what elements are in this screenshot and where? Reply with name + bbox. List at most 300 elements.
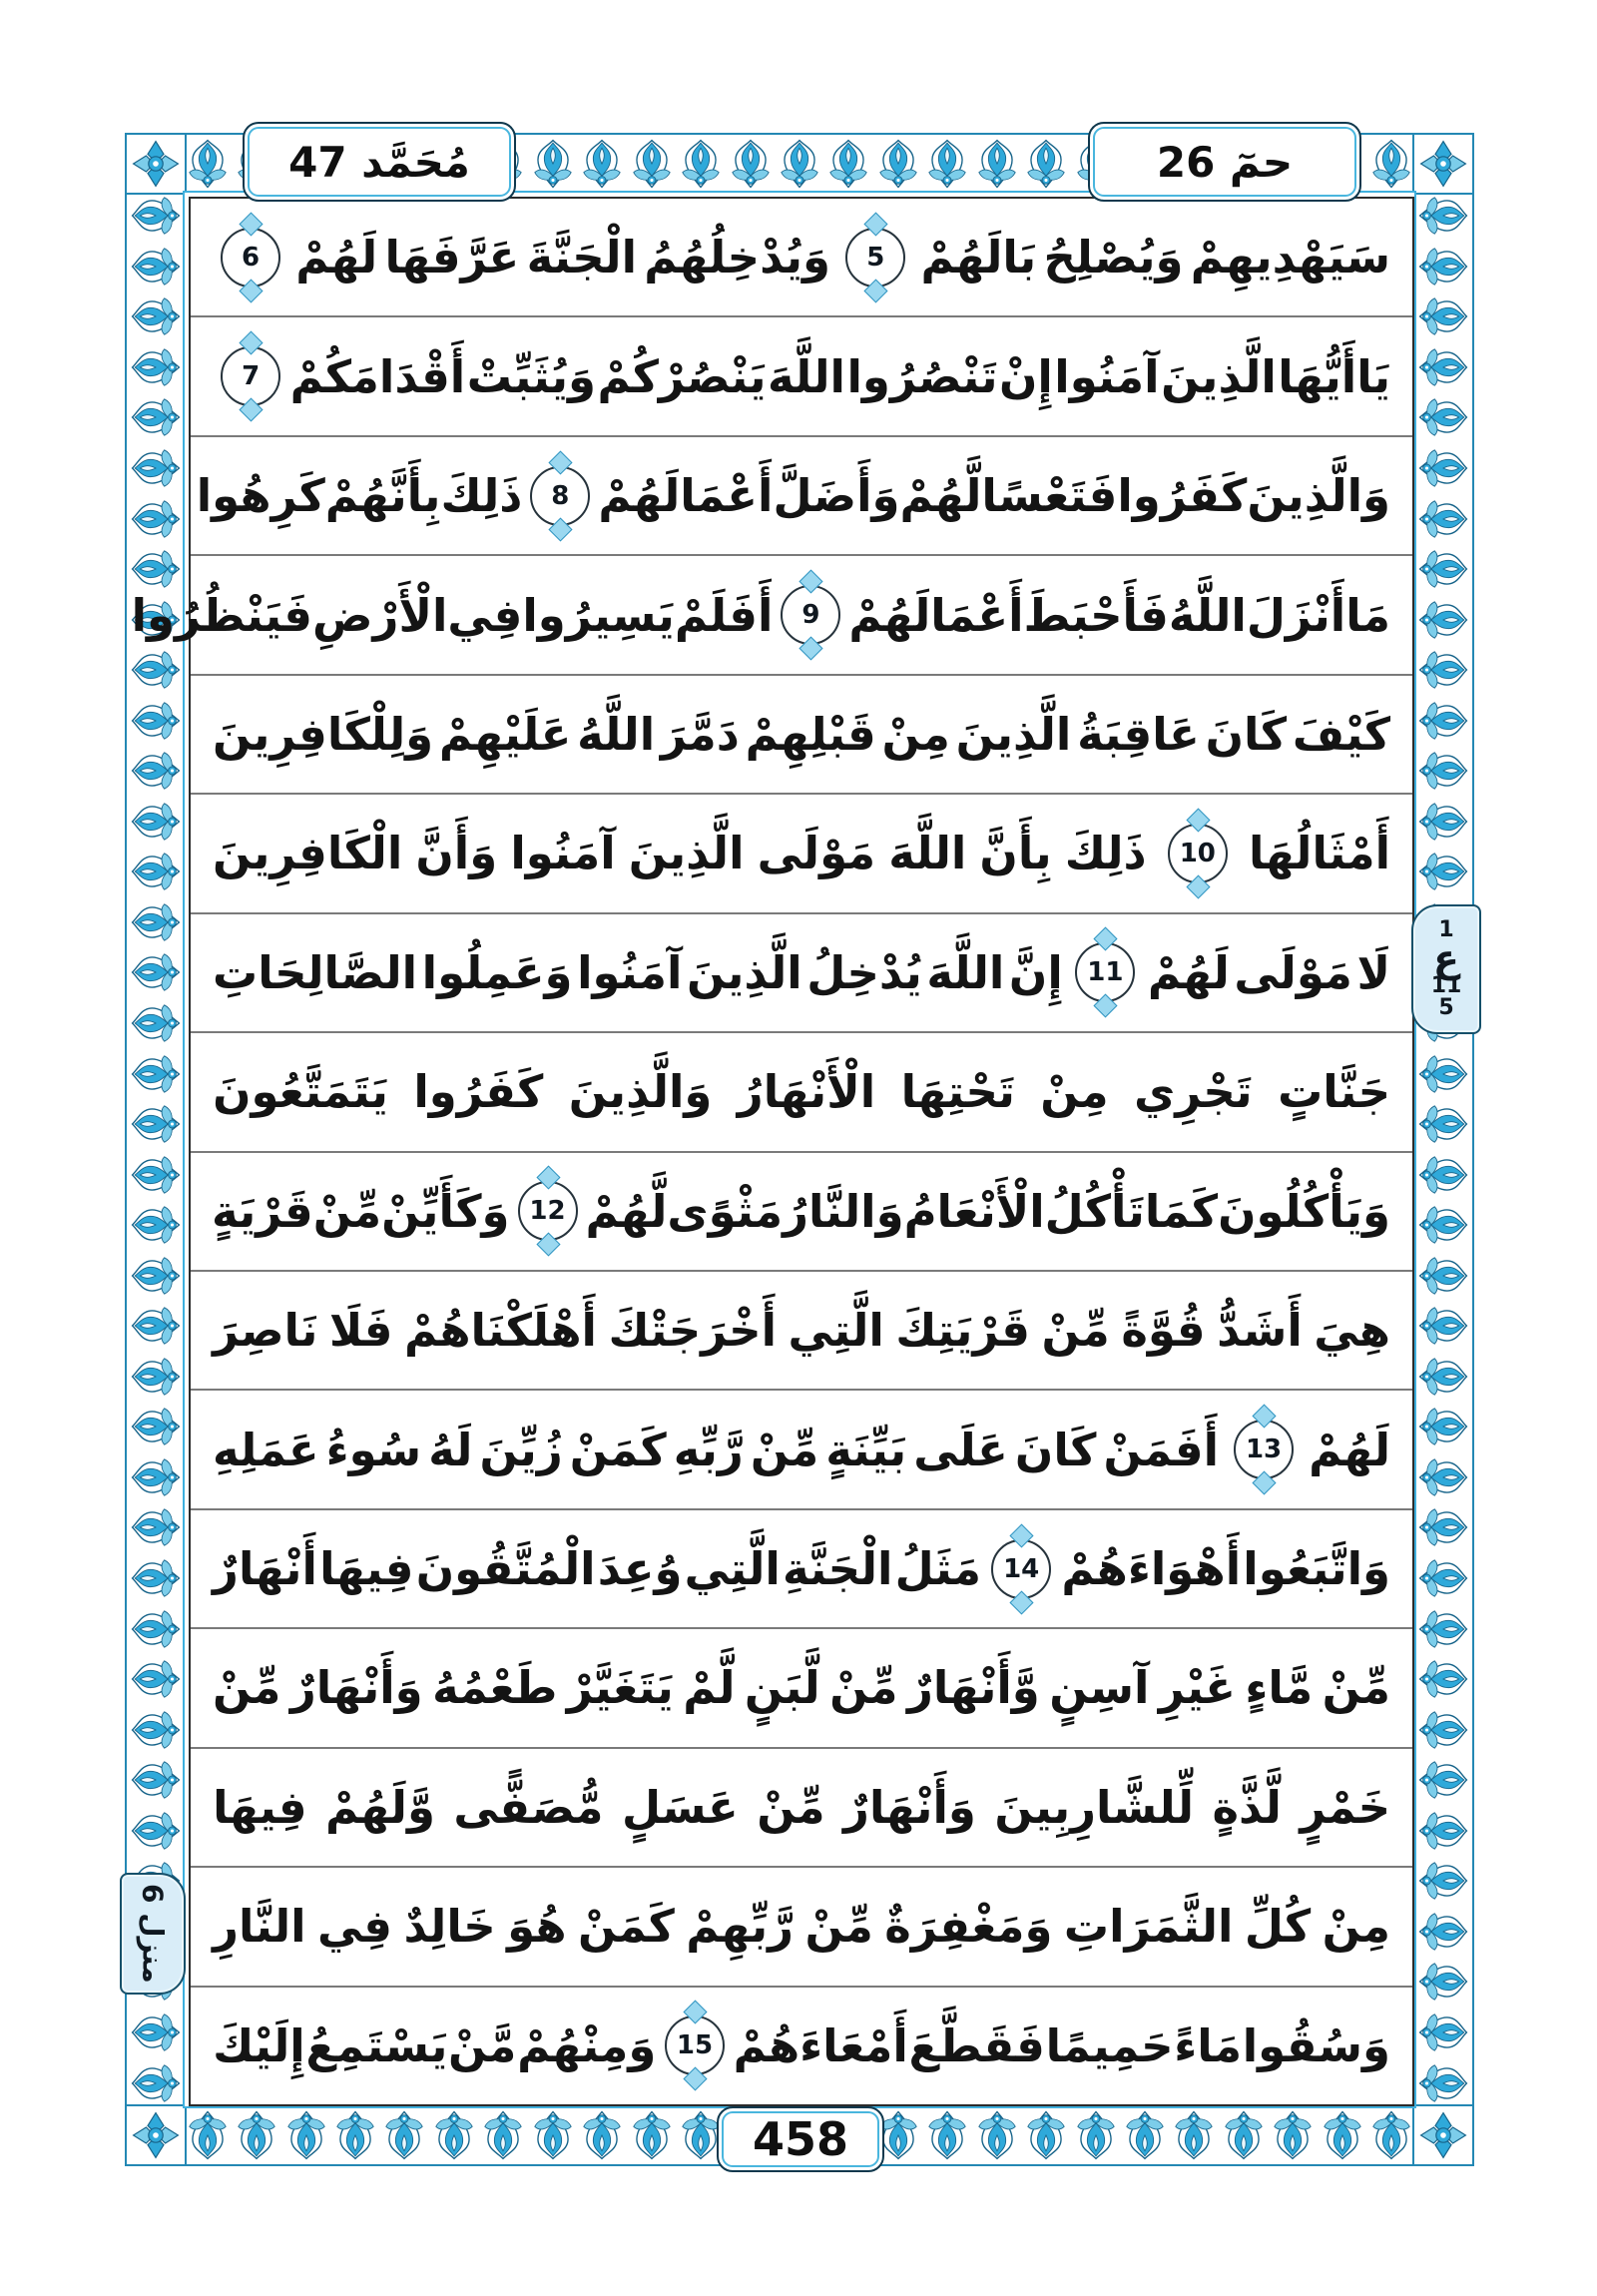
quran-word: الَّذِينَ	[1161, 349, 1277, 403]
border-corner	[125, 133, 187, 195]
ruku-ain-symbol: ع	[1433, 936, 1459, 980]
quran-word: مَاءً	[1174, 2018, 1243, 2072]
quran-word: اللَّهُ	[1168, 588, 1247, 642]
floral-motif-icon	[130, 1153, 182, 1197]
border-motif	[678, 137, 724, 191]
manzil-label: منزل 6	[136, 1884, 170, 1984]
floral-motif-icon	[481, 2109, 525, 2161]
ayah-number: 10	[1179, 838, 1216, 868]
floral-motif-icon	[925, 2109, 969, 2161]
quran-word: أَعْمَالَهُمْ	[848, 588, 1024, 642]
quran-line	[191, 1868, 1412, 1987]
floral-motif-icon	[1417, 1910, 1469, 1954]
corner-rosette-icon	[132, 140, 180, 188]
floral-motif-icon	[729, 138, 773, 190]
border-motif	[777, 137, 822, 191]
floral-motif-icon	[1417, 1758, 1469, 1802]
border-motif	[825, 137, 871, 191]
quran-word: بَالَهُمْ	[920, 231, 1037, 285]
floral-motif-icon	[1123, 2109, 1167, 2161]
quran-word: مَثَلُ	[894, 1542, 982, 1596]
floral-motif-icon	[130, 1405, 182, 1448]
floral-motif-icon	[130, 749, 182, 793]
quran-word: وَسُقُوا	[1242, 2018, 1390, 2072]
quran-word: الْكَافِرِينَ	[213, 827, 403, 880]
floral-motif-icon	[1417, 1505, 1469, 1549]
floral-motif-icon	[130, 1355, 182, 1399]
quran-word: الثَّمَرَاتِ	[1063, 1900, 1234, 1954]
quran-word: دَمَّرَ	[660, 707, 740, 761]
floral-motif-icon	[1417, 446, 1469, 490]
quran-word: الْأَنْعَامُ	[903, 1184, 1045, 1238]
juz-label: حمٓ 26	[1156, 137, 1294, 187]
quran-word: وَأَنَّ	[415, 827, 498, 880]
border-motif	[129, 1504, 183, 1550]
ayah-end-marker	[1234, 1420, 1294, 1479]
quran-word: يَاأَيُّهَا	[1278, 349, 1390, 403]
quran-word: وَكَأَيِّنْ	[381, 1184, 510, 1238]
border-motif	[129, 496, 183, 542]
quran-word: أَخْرَجَتْكَ	[608, 1304, 778, 1358]
border-motif	[579, 2108, 625, 2162]
quran-word: مِنْ	[1040, 1065, 1109, 1119]
border-motif	[1122, 2108, 1168, 2162]
ayah-number: 6	[241, 242, 261, 273]
quran-word: لَهُ	[428, 1423, 473, 1476]
quran-word: لِّلشَّارِبِينَ	[994, 1780, 1194, 1834]
floral-motif-icon	[130, 1455, 182, 1499]
quran-word: رَّبِّهِمْ	[686, 1900, 795, 1954]
quran-word: وَأَضَلَّ	[773, 469, 900, 523]
quran-word: جَنَّاتٍ	[1278, 1065, 1390, 1119]
border-motif	[129, 647, 183, 693]
quran-word: آمَنُوا	[510, 827, 616, 880]
floral-motif-icon	[382, 2109, 426, 2161]
quran-word: كَفَرُوا	[413, 1065, 544, 1119]
quran-word: وَمِنْهُمْ	[517, 2018, 657, 2072]
floral-motif-icon	[876, 138, 920, 190]
border-motif	[1416, 1454, 1470, 1500]
quran-word: اللَّهَ	[768, 349, 845, 403]
quran-word: آسِنٍ	[1049, 1661, 1150, 1715]
quran-word: وَيُدْخِلُهُمُ	[644, 231, 830, 285]
quran-word: مَوْلَى	[757, 827, 876, 880]
floral-motif-icon	[1417, 345, 1469, 389]
border-motif	[234, 2108, 279, 2162]
quran-word: أَفَلَمْ	[674, 588, 774, 642]
quran-word: لَّذَّةٍ	[1212, 1780, 1282, 1834]
floral-motif-icon	[1417, 2010, 1469, 2054]
quran-word: خَمْرٍ	[1300, 1780, 1390, 1834]
floral-motif-icon	[1417, 850, 1469, 893]
floral-motif-icon	[130, 1102, 182, 1146]
quran-word: الَّذِينَ	[686, 945, 802, 999]
border-strip-right	[1412, 191, 1474, 2108]
quran-word: لَّبَنٍ	[744, 1661, 820, 1715]
ayah-end-marker	[1168, 824, 1228, 883]
floral-motif-icon	[580, 138, 624, 190]
corner-rosette-icon	[132, 2111, 180, 2159]
quran-word: بَيِّنَةٍ	[825, 1423, 907, 1476]
border-motif	[431, 2108, 477, 2162]
ruku-number-top: 1	[1438, 917, 1454, 942]
quran-word: لَا	[1356, 945, 1390, 999]
border-motif	[129, 799, 183, 845]
quran-word: مِنْ	[881, 707, 950, 761]
quran-word: النَّارِ	[213, 1900, 306, 1954]
quran-word: إِنْ	[998, 349, 1053, 403]
quran-word: نَاصِرَ	[213, 1304, 318, 1358]
quran-word: عَلَيْهِمْ	[438, 707, 572, 761]
quran-line	[191, 795, 1412, 913]
quran-word: اللَّهَ	[888, 827, 967, 880]
quran-word: خَالِدٌ	[403, 1900, 496, 1954]
border-strip-left	[125, 191, 187, 2108]
quran-word: قَبْلِهِمْ	[745, 707, 876, 761]
ayah-end-marker	[665, 2015, 725, 2075]
quran-word: اللَّهَ	[926, 945, 1005, 999]
quran-word: كَمَنْ	[577, 1900, 675, 1954]
quran-word: أَفَمَنْ	[1103, 1423, 1219, 1476]
border-motif	[129, 899, 183, 945]
quran-word: فِي	[447, 588, 523, 642]
quran-line	[191, 1988, 1412, 2104]
floral-motif-icon	[1417, 497, 1469, 541]
ayah-end-marker	[221, 228, 280, 287]
quran-line	[191, 1510, 1412, 1629]
border-motif	[530, 2108, 576, 2162]
quran-word: فَيَنْظُرُوا	[131, 588, 312, 642]
border-motif	[1416, 1202, 1470, 1248]
border-motif	[185, 137, 231, 191]
border-motif	[129, 1808, 183, 1854]
floral-motif-icon	[1417, 2061, 1469, 2105]
floral-motif-icon	[130, 1556, 182, 1600]
ruku-number-bottom: 5	[1438, 995, 1454, 1020]
border-motif	[1416, 445, 1470, 491]
floral-motif-icon	[1417, 1355, 1469, 1399]
floral-motif-icon	[1417, 547, 1469, 591]
ayah-end-marker	[845, 228, 905, 287]
quran-word: وَيَأْكُلُونَ	[1218, 1184, 1390, 1238]
border-motif	[129, 1051, 183, 1097]
floral-motif-icon	[1271, 2109, 1315, 2161]
floral-motif-icon	[130, 497, 182, 541]
quran-line	[191, 914, 1412, 1033]
border-motif	[1221, 2108, 1267, 2162]
floral-motif-icon	[130, 1607, 182, 1651]
floral-motif-icon	[130, 800, 182, 844]
quran-word: فَقَطَّعَ	[908, 2018, 1045, 2072]
border-motif	[129, 1656, 183, 1702]
floral-motif-icon	[130, 446, 182, 490]
border-motif	[1416, 193, 1470, 239]
border-motif	[1416, 1504, 1470, 1550]
quran-word: مَّاءٍ	[1245, 1661, 1314, 1715]
quran-line	[191, 1629, 1412, 1748]
floral-motif-icon	[1417, 1556, 1469, 1600]
quran-word: إِلَيْكَ	[213, 2018, 305, 2072]
border-motif	[129, 1707, 183, 1753]
quran-word: أَنْهَارٌ	[213, 1542, 317, 1596]
border-motif	[1368, 137, 1414, 191]
border-motif	[129, 394, 183, 440]
quran-word: لَهُمْ	[1147, 945, 1230, 999]
floral-motif-icon	[1074, 2109, 1118, 2161]
floral-motif-icon	[1417, 1657, 1469, 1701]
border-motif	[129, 1253, 183, 1299]
floral-motif-icon	[1417, 1809, 1469, 1853]
border-motif	[129, 293, 183, 339]
quran-word: تَنْصُرُوا	[846, 349, 998, 403]
border-motif	[1416, 1757, 1470, 1803]
quran-word: لَّهُمْ	[899, 469, 982, 523]
border-motif	[1416, 1152, 1470, 1198]
ayah-end-marker	[221, 346, 280, 406]
border-motif	[1416, 244, 1470, 289]
quran-word: لَّهُمْ	[585, 1184, 668, 1238]
floral-motif-icon	[130, 194, 182, 238]
floral-motif-icon	[130, 1505, 182, 1549]
floral-motif-icon	[531, 2109, 575, 2161]
floral-motif-icon	[130, 395, 182, 439]
floral-motif-icon	[130, 547, 182, 591]
border-motif	[1023, 137, 1069, 191]
border-motif	[1073, 2108, 1119, 2162]
quran-word: اللَّهُ	[577, 707, 656, 761]
border-motif	[1416, 293, 1470, 339]
border-motif	[1416, 1051, 1470, 1097]
border-motif	[1416, 394, 1470, 440]
quran-word: أَعْمَالَهُمْ	[598, 469, 774, 523]
border-motif	[1416, 1101, 1470, 1147]
quran-word: يَتَغَيَّرْ	[566, 1661, 674, 1715]
quran-word: إِنَّ	[1008, 945, 1063, 999]
border-motif	[129, 1404, 183, 1449]
border-motif	[924, 137, 970, 191]
floral-motif-icon	[130, 2061, 182, 2105]
quran-word: الْجَنَّةَ	[526, 231, 637, 285]
quran-word: بِأَنَّهُمْ	[324, 469, 441, 523]
floral-motif-icon	[1024, 138, 1068, 190]
quran-word: كَفَرُوا	[1117, 469, 1248, 523]
border-motif	[1416, 1354, 1470, 1400]
quran-word: زُيِّنَ	[479, 1423, 563, 1476]
border-motif	[1416, 1253, 1470, 1299]
border-motif	[1416, 496, 1470, 542]
ayah-number: 14	[1003, 1553, 1040, 1584]
quran-word: مَّنْ	[448, 2018, 517, 2072]
quran-line	[191, 1391, 1412, 1509]
floral-motif-icon	[630, 2109, 674, 2161]
border-motif	[129, 445, 183, 491]
ayah-number: 5	[866, 242, 885, 273]
floral-motif-icon	[1417, 1254, 1469, 1298]
quran-word: فِيهَا	[319, 1542, 414, 1596]
quran-word: وَيُثَبِّتْ	[466, 349, 596, 403]
floral-motif-icon	[130, 1304, 182, 1348]
border-motif	[974, 2108, 1020, 2162]
ayah-end-marker	[518, 1181, 578, 1241]
floral-motif-icon	[1369, 138, 1413, 190]
floral-motif-icon	[130, 1203, 182, 1247]
border-motif	[129, 344, 183, 390]
floral-motif-icon	[1321, 2109, 1364, 2161]
quran-word: الَّتِي	[788, 1304, 884, 1358]
quran-word: كَيْفَ	[1292, 707, 1390, 761]
floral-motif-icon	[580, 2109, 624, 2161]
floral-motif-icon	[975, 2109, 1019, 2161]
page-number-tab	[717, 2106, 884, 2172]
quran-word: رَّبِّهِ	[673, 1423, 744, 1476]
quran-word: الَّتِي	[684, 1542, 781, 1596]
border-corner	[125, 2104, 187, 2166]
quran-word: آمَنُوا	[1054, 349, 1160, 403]
quran-line	[191, 1153, 1412, 1272]
quran-word: عَرَّفَهَا	[384, 231, 520, 285]
floral-motif-icon	[1417, 1203, 1469, 1247]
juz-tab	[1088, 122, 1361, 202]
floral-motif-icon	[1417, 395, 1469, 439]
quran-word: عَمَلِهِ	[213, 1423, 319, 1476]
border-motif	[332, 2108, 378, 2162]
quran-word: مِّنْ	[1322, 1661, 1390, 1715]
quran-word: وَالنَّارُ	[783, 1184, 904, 1238]
quran-word: أَهْلَكْنَاهُمْ	[404, 1304, 597, 1358]
floral-motif-icon	[1417, 800, 1469, 844]
ruku-number-middle: 11	[1430, 973, 1462, 998]
quran-word: فَتَعْسًا	[981, 469, 1118, 523]
quran-line	[191, 1033, 1412, 1152]
floral-motif-icon	[1417, 1052, 1469, 1096]
surah-name-tab	[243, 122, 516, 202]
floral-motif-icon	[1417, 1455, 1469, 1499]
quran-word: أَهْوَاءَهُمْ	[1061, 1542, 1242, 1596]
quran-word: ذَلِكَ	[440, 469, 523, 523]
border-motif	[129, 698, 183, 744]
floral-motif-icon	[130, 1758, 182, 1802]
floral-motif-icon	[1417, 1960, 1469, 2004]
ayah-number: 7	[242, 361, 261, 392]
quran-word: مِنْ	[1322, 1900, 1390, 1954]
quran-word: كَانَ	[1205, 707, 1288, 761]
quran-word: عَاقِبَةُ	[1077, 707, 1200, 761]
quran-line	[191, 676, 1412, 795]
ayah-number: 13	[1245, 1435, 1283, 1465]
quran-line	[191, 1749, 1412, 1868]
border-motif	[129, 546, 183, 592]
floral-motif-icon	[1417, 699, 1469, 743]
quran-word: يَتَمَتَّعُونَ	[213, 1065, 388, 1119]
quran-word: يَنْصُرْكُمْ	[597, 349, 767, 403]
border-motif	[1416, 1303, 1470, 1349]
border-corner	[1412, 2104, 1474, 2166]
border-motif	[629, 137, 675, 191]
floral-motif-icon	[826, 138, 870, 190]
border-motif	[129, 1152, 183, 1198]
quran-word: وَأَنْهَارٌ	[843, 1780, 976, 1834]
floral-motif-icon	[235, 2109, 278, 2161]
floral-motif-icon	[925, 138, 969, 190]
quran-word: لَهُمْ	[295, 231, 378, 285]
quran-word: بِأَنَّ	[979, 827, 1052, 880]
floral-motif-icon	[1369, 2109, 1413, 2161]
floral-motif-icon	[1417, 1859, 1469, 1903]
floral-motif-icon	[1417, 294, 1469, 338]
quran-word: قَرْيَةٍ	[212, 1184, 313, 1238]
floral-motif-icon	[1222, 2109, 1266, 2161]
quran-word: مَوْلَى	[1234, 945, 1352, 999]
quran-word: وَالَّذِينَ	[1247, 469, 1390, 523]
floral-motif-icon	[130, 900, 182, 944]
quran-word: عَلَى	[913, 1423, 1008, 1476]
ayah-number: 12	[529, 1196, 566, 1227]
border-motif	[1416, 1808, 1470, 1854]
border-motif	[1416, 1404, 1470, 1449]
quran-word: وَّأَنْهَارٌ	[906, 1661, 1040, 1715]
floral-motif-icon	[130, 1001, 182, 1045]
quran-word: هِيَ	[1314, 1304, 1390, 1358]
quran-word: أَمْثَالُهَا	[1248, 827, 1390, 880]
border-motif	[1416, 849, 1470, 894]
quran-word: يَسِيرُوا	[522, 588, 675, 642]
quran-word: مِّنْ	[312, 1184, 382, 1238]
ayah-end-marker	[781, 585, 840, 645]
quran-word: فَلَا	[328, 1304, 393, 1358]
quran-word: مَثْوًى	[667, 1184, 784, 1238]
quran-word: سُوءُ	[325, 1423, 422, 1476]
quran-word: الْمُتَّقُونَ	[415, 1542, 596, 1596]
corner-rosette-icon	[1419, 140, 1467, 188]
floral-motif-icon	[1417, 1153, 1469, 1197]
quran-word: وَالَّذِينَ	[568, 1065, 713, 1119]
floral-motif-icon	[130, 345, 182, 389]
ayah-number: 8	[551, 480, 570, 511]
floral-motif-icon	[130, 1809, 182, 1853]
border-motif	[129, 244, 183, 289]
border-motif	[129, 1354, 183, 1400]
floral-motif-icon	[130, 1708, 182, 1752]
quran-word: مُّصَفًّى	[453, 1780, 604, 1834]
border-motif	[1416, 1656, 1470, 1702]
quran-word: مِّنْ	[829, 1661, 898, 1715]
ayah-end-marker	[991, 1539, 1051, 1599]
border-motif	[381, 2108, 427, 2162]
border-motif	[129, 949, 183, 995]
quran-word: كَانَ	[1014, 1423, 1097, 1476]
quran-word: فِي	[317, 1900, 392, 1954]
quran-word: أَشَدُّ	[1217, 1304, 1303, 1358]
ayah-number: 15	[676, 2030, 714, 2061]
page-number: 458	[752, 2112, 849, 2166]
decorative-border-frame	[125, 133, 1474, 2166]
floral-motif-icon	[1417, 598, 1469, 642]
quran-word: عَسَلٍ	[622, 1780, 739, 1834]
border-motif	[1416, 647, 1470, 693]
quran-word: وَأَنْهَارٌ	[289, 1661, 423, 1715]
ayah-number: 11	[1087, 957, 1124, 988]
floral-motif-icon	[1417, 245, 1469, 288]
quran-word: وُعِدَ	[597, 1542, 683, 1596]
quran-word: حَمِيمًا	[1045, 2018, 1174, 2072]
border-motif	[1416, 546, 1470, 592]
quran-word: أَقْدَامَكُمْ	[289, 349, 466, 403]
border-motif	[1416, 2009, 1470, 2055]
border-motif	[129, 849, 183, 894]
quran-word: وَّلَهُمْ	[325, 1780, 435, 1834]
quran-word: طَعْمُهُ	[432, 1661, 558, 1715]
quran-word: كَمَنْ	[569, 1423, 667, 1476]
